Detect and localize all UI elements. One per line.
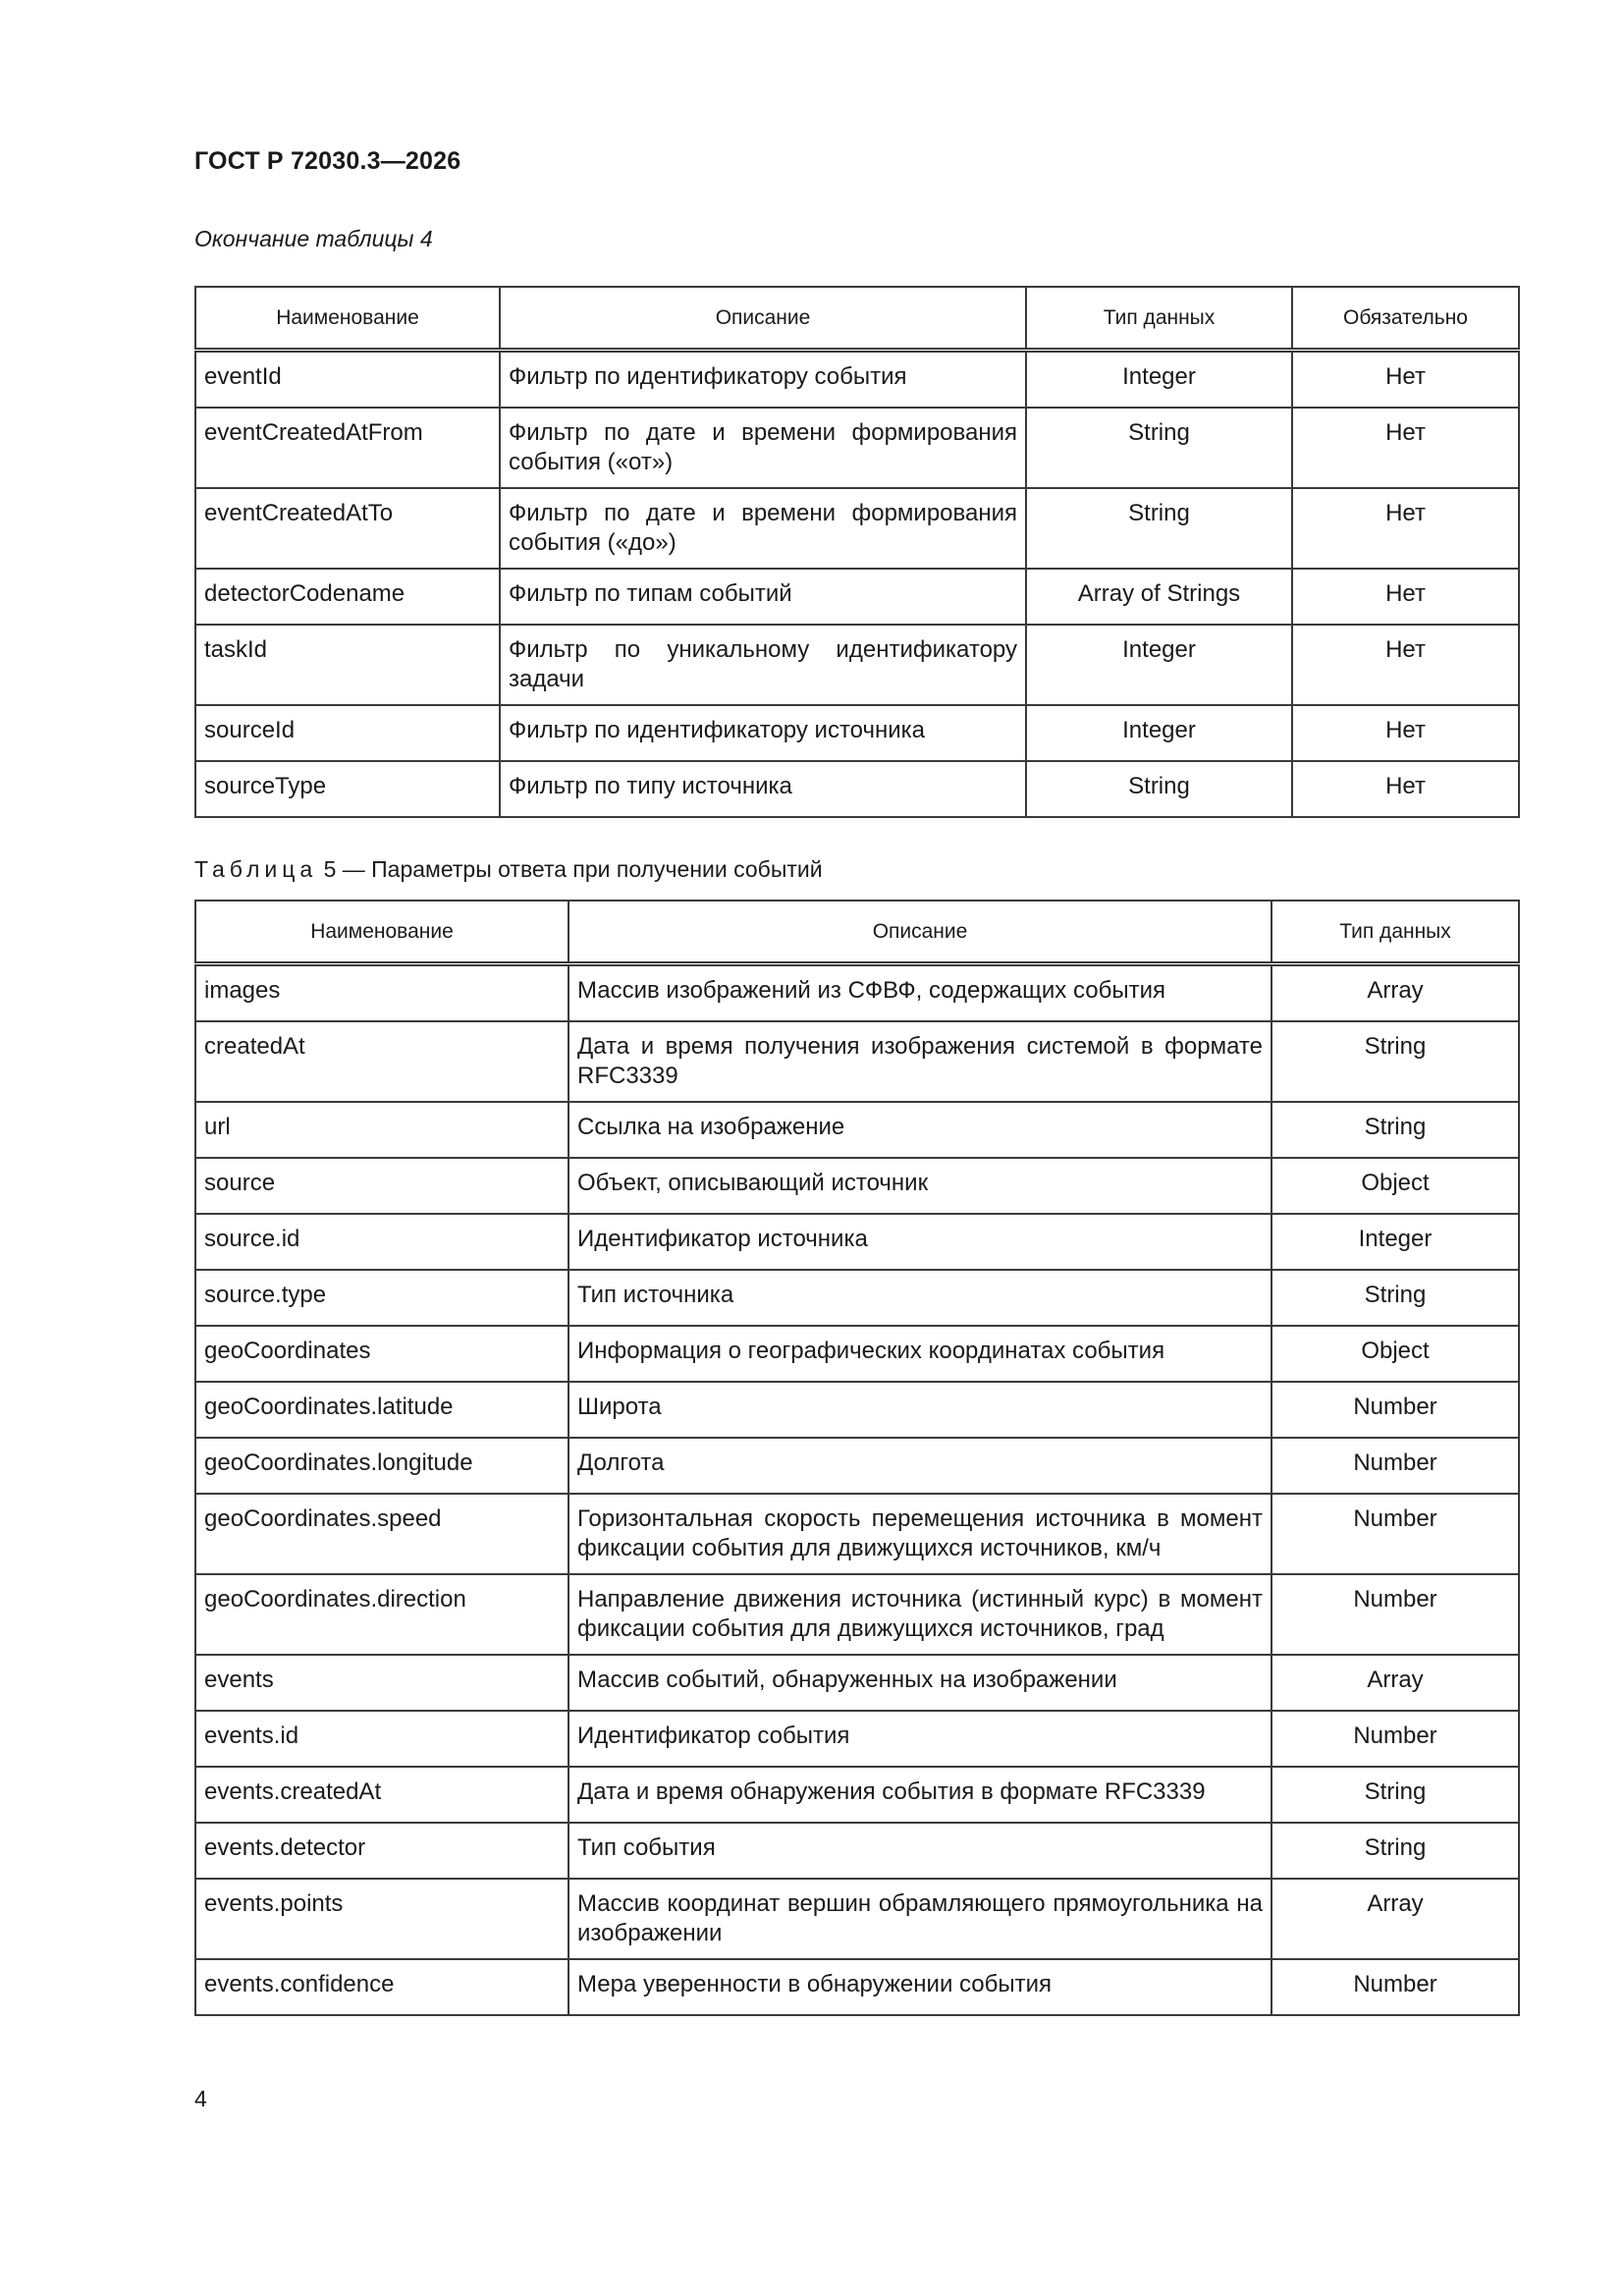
param-datatype: Number <box>1271 1959 1519 2015</box>
param-description: Массив координат вершин обрамляющего прямоугольника на изображении <box>568 1879 1271 1959</box>
param-description: Направление движения источника (истинный курс) в момент фиксации события для движущихся источников, град <box>568 1574 1271 1655</box>
param-name: eventCreatedAtTo <box>195 488 500 569</box>
table5-caption-label: Таблица <box>194 856 318 882</box>
param-description: Фильтр по уникальному идентификатору задачи <box>500 625 1026 705</box>
table-row <box>195 1823 1519 1879</box>
param-datatype: Integer <box>1026 625 1292 705</box>
param-description: Тип события <box>568 1823 1271 1879</box>
param-name: url <box>195 1102 568 1158</box>
table-row <box>195 488 1519 569</box>
param-datatype: Array <box>1271 964 1519 1022</box>
param-required: Нет <box>1292 761 1519 817</box>
param-datatype: String <box>1026 408 1292 488</box>
param-name: events.points <box>195 1879 568 1959</box>
param-description: Идентификатор события <box>568 1711 1271 1767</box>
table5-header-description: Описание <box>568 901 1271 964</box>
param-description: Мера уверенности в обнаружении события <box>568 1959 1271 2015</box>
param-name: source.type <box>195 1270 568 1326</box>
param-description: Тип источника <box>568 1270 1271 1326</box>
param-description: Массив изображений из СФВФ, содержащих события <box>568 964 1271 1022</box>
table-row <box>195 1438 1519 1494</box>
table-row <box>195 408 1519 488</box>
param-name: events.confidence <box>195 1959 568 2015</box>
param-datatype: Array <box>1271 1655 1519 1711</box>
param-datatype: Object <box>1271 1158 1519 1214</box>
param-description: Объект, описывающий источник <box>568 1158 1271 1214</box>
table-row <box>195 1021 1519 1102</box>
param-datatype: Array <box>1271 1879 1519 1959</box>
table-row <box>195 1494 1519 1574</box>
table-row <box>195 1959 1519 2015</box>
param-datatype: Number <box>1271 1438 1519 1494</box>
param-description: Фильтр по дате и времени формирования события («до») <box>500 488 1026 569</box>
param-name: eventId <box>195 351 500 409</box>
table-row <box>195 964 1519 1022</box>
param-required: Нет <box>1292 625 1519 705</box>
param-datatype: Number <box>1271 1494 1519 1574</box>
page-number: 4 <box>194 2086 207 2111</box>
param-datatype: Integer <box>1026 705 1292 761</box>
param-datatype: String <box>1271 1270 1519 1326</box>
param-description: Дата и время получения изображения системой в формате RFC3339 <box>568 1021 1271 1102</box>
table-row <box>195 1270 1519 1326</box>
table4-header-datatype: Тип данных <box>1026 287 1292 351</box>
param-name: events.detector <box>195 1823 568 1879</box>
param-datatype: Integer <box>1271 1214 1519 1270</box>
param-description: Фильтр по идентификатору источника <box>500 705 1026 761</box>
param-datatype: String <box>1271 1102 1519 1158</box>
table-row <box>195 1382 1519 1438</box>
table-row <box>195 1158 1519 1214</box>
param-datatype: Number <box>1271 1574 1519 1655</box>
param-description: Долгота <box>568 1438 1271 1494</box>
param-name: createdAt <box>195 1021 568 1102</box>
table5 <box>194 900 1520 2016</box>
table4 <box>194 286 1520 818</box>
table4-header-name: Наименование <box>195 287 500 351</box>
param-name: sourceType <box>195 761 500 817</box>
table-row <box>195 569 1519 625</box>
param-description: Фильтр по типам событий <box>500 569 1026 625</box>
param-datatype: String <box>1026 488 1292 569</box>
param-description: Горизонтальная скорость перемещения источника в момент фиксации события для движущихся источников, км/ч <box>568 1494 1271 1574</box>
table-row <box>195 351 1519 409</box>
param-required: Нет <box>1292 488 1519 569</box>
param-description: Фильтр по типу источника <box>500 761 1026 817</box>
table5-header-datatype: Тип данных <box>1271 901 1519 964</box>
param-name: images <box>195 964 568 1022</box>
param-datatype: Array of Strings <box>1026 569 1292 625</box>
param-datatype: Object <box>1271 1326 1519 1382</box>
table-row <box>195 1102 1519 1158</box>
param-description: Фильтр по идентификатору события <box>500 351 1026 409</box>
document-designation: ГОСТ Р 72030.3—2026 <box>194 147 461 175</box>
param-name: geoCoordinates.speed <box>195 1494 568 1574</box>
table-row <box>195 1574 1519 1655</box>
param-name: geoCoordinates.direction <box>195 1574 568 1655</box>
table-row <box>195 625 1519 705</box>
param-description: Массив событий, обнаруженных на изображении <box>568 1655 1271 1711</box>
param-name: events.id <box>195 1711 568 1767</box>
param-description: Информация о географических координатах события <box>568 1326 1271 1382</box>
param-description: Идентификатор источника <box>568 1214 1271 1270</box>
param-name: source <box>195 1158 568 1214</box>
table4-continuation-caption: Окончание таблицы 4 <box>194 226 433 251</box>
param-name: detectorCodename <box>195 569 500 625</box>
param-datatype: Integer <box>1026 351 1292 409</box>
table5-caption-title: 5 — Параметры ответа при получении событий <box>317 856 823 882</box>
table-row <box>195 705 1519 761</box>
table5-header-name: Наименование <box>195 901 568 964</box>
param-name: events <box>195 1655 568 1711</box>
param-name: geoCoordinates <box>195 1326 568 1382</box>
table-row <box>195 1711 1519 1767</box>
table-row <box>195 1214 1519 1270</box>
param-datatype: String <box>1271 1767 1519 1823</box>
param-required: Нет <box>1292 351 1519 409</box>
param-description: Широта <box>568 1382 1271 1438</box>
param-name: events.createdAt <box>195 1767 568 1823</box>
param-datatype: Number <box>1271 1382 1519 1438</box>
table4-header-description: Описание <box>500 287 1026 351</box>
table-row <box>195 761 1519 817</box>
table5-header-row <box>195 901 1519 964</box>
param-description: Фильтр по дате и времени формирования события («от») <box>500 408 1026 488</box>
param-description: Ссылка на изображение <box>568 1102 1271 1158</box>
param-datatype: Number <box>1271 1711 1519 1767</box>
table-row <box>195 1767 1519 1823</box>
param-datatype: String <box>1026 761 1292 817</box>
param-datatype: String <box>1271 1823 1519 1879</box>
param-datatype: String <box>1271 1021 1519 1102</box>
table5-caption <box>194 856 823 883</box>
param-description: Дата и время обнаружения события в формате RFC3339 <box>568 1767 1271 1823</box>
param-name: taskId <box>195 625 500 705</box>
param-name: sourceId <box>195 705 500 761</box>
table-row <box>195 1655 1519 1711</box>
param-name: source.id <box>195 1214 568 1270</box>
param-required: Нет <box>1292 705 1519 761</box>
param-name: geoCoordinates.latitude <box>195 1382 568 1438</box>
param-name: eventCreatedAtFrom <box>195 408 500 488</box>
table4-header-row <box>195 287 1519 351</box>
table-row <box>195 1326 1519 1382</box>
param-required: Нет <box>1292 569 1519 625</box>
table-row <box>195 1879 1519 1959</box>
param-name: geoCoordinates.longitude <box>195 1438 568 1494</box>
table4-header-required: Обязательно <box>1292 287 1519 351</box>
param-required: Нет <box>1292 408 1519 488</box>
